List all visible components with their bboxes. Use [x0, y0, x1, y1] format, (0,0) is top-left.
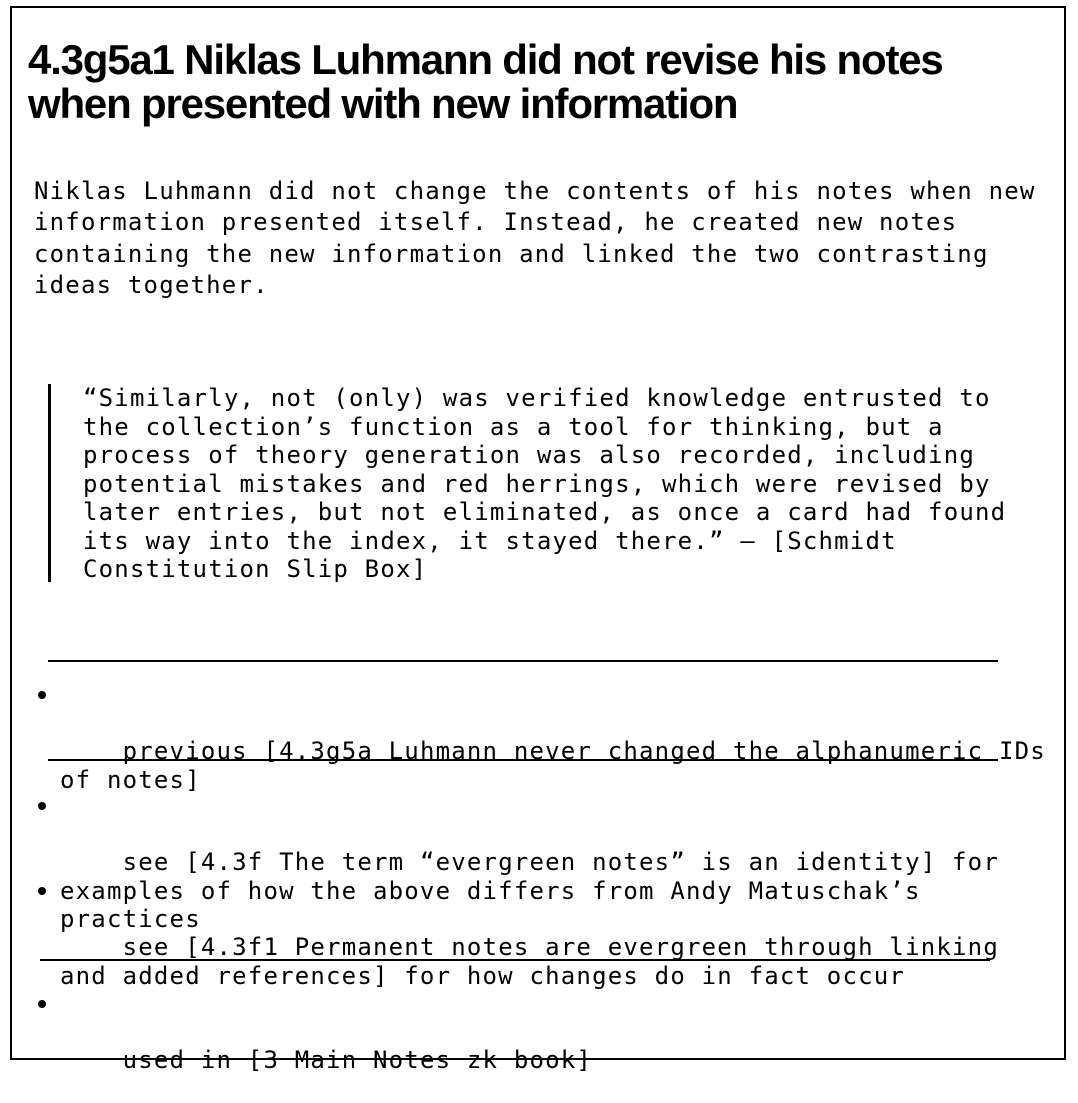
divider-middle — [48, 759, 998, 761]
link-used-in-text[interactable]: used in [3 Main Notes zk book] — [122, 1046, 593, 1074]
bullet-icon — [38, 802, 46, 810]
link-used-in[interactable] — [38, 989, 1058, 1103]
bullet-icon — [38, 691, 46, 699]
bullet-icon — [38, 1000, 46, 1008]
note-title: 4.3g5a1 Niklas Luhmann did not revise his notes when presented with new information — [28, 36, 943, 127]
link-see-permanent-text[interactable]: see [4.3f1 Permanent notes are evergreen through linking and added references] for how changes do in fact occur — [60, 933, 1015, 990]
divider-bottom — [40, 959, 990, 961]
link-previous-text[interactable]: previous [4.3g5a Luhmann never changed the alphanumeric IDs of notes] — [60, 737, 1062, 794]
quote-text: “Similarly, not (only) was verified knowledge entrusted to the collection’s function as a tool for thinking, but a process of theory generation was also recorded, including potential mistakes and red herrings, which were revised by later entries, but not eliminated, as once a card had found its way into the index, it stayed there.” — [Schmidt Constitution Slip Box] — [83, 384, 1022, 583]
bullet-icon — [38, 887, 46, 895]
blockquote — [48, 384, 1038, 582]
note-body: Niklas Luhmann did not change the contents of his notes when new information presented itself. Instead, he created new notes containing the new information and linked the two contrasting ideas together. — [34, 177, 1052, 299]
divider-top — [48, 660, 998, 662]
link-see-evergreen-text[interactable]: see [4.3f The term “evergreen notes” is an identity] for examples of how the above differs from Andy Matuschak’s practices — [60, 848, 1015, 933]
note-card — [10, 6, 1066, 1074]
